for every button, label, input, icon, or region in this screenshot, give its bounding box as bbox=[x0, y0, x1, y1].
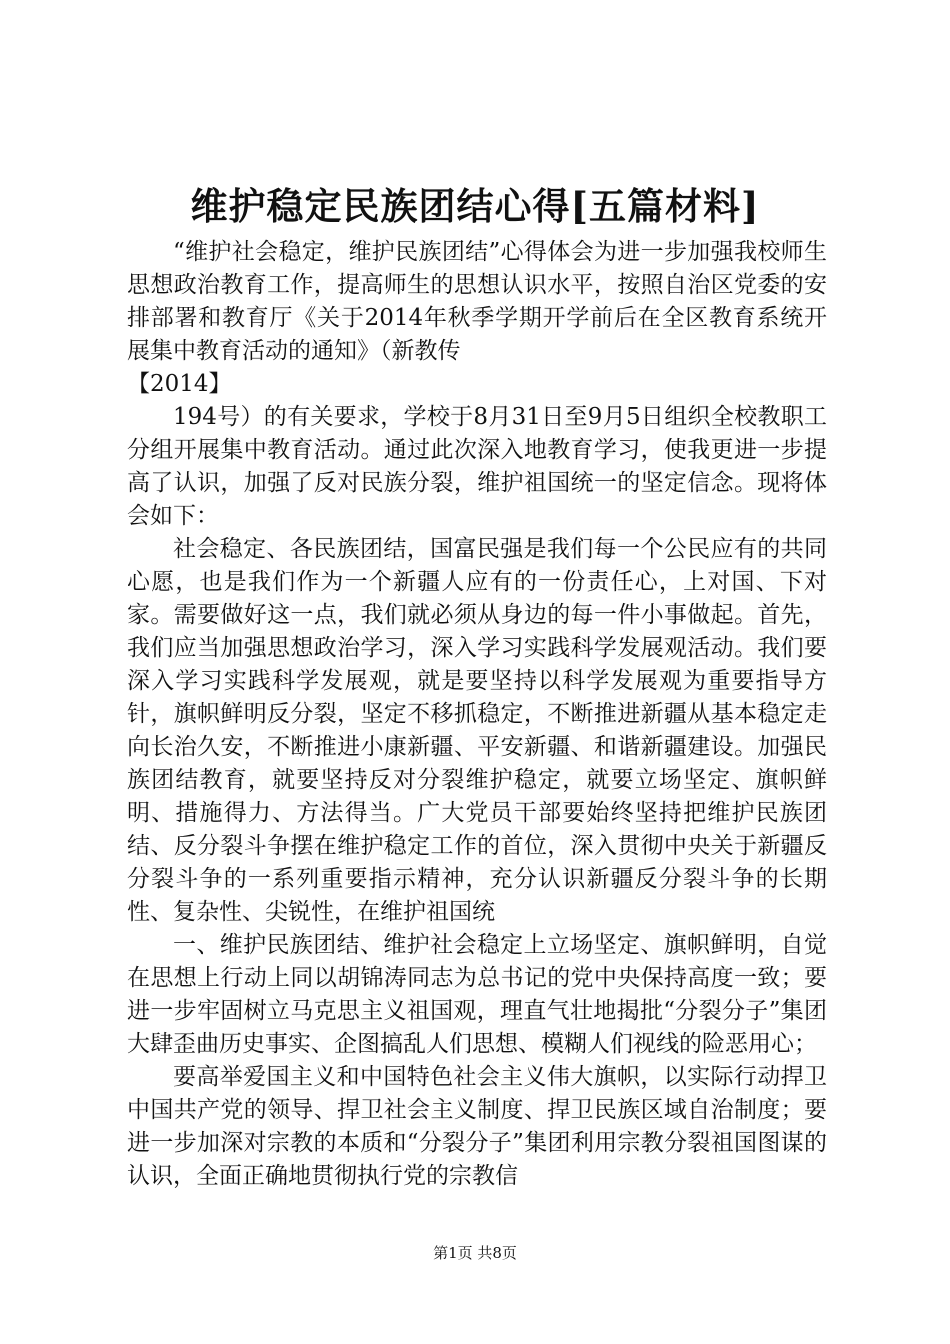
document-title: 维护稳定民族团结心得[五篇材料] bbox=[190, 184, 760, 228]
paragraph: 194号）的有关要求，学校于8月31日至9月5日组织全校教职工分组开展集中教育活动。通过此次深入地教育学习，使我更进一步提高了认识，加强了反对民族分裂，维护祖国统一的坚定信念。现将体会如下： bbox=[127, 404, 827, 529]
paragraph: 一、维护民族团结、维护社会稳定上立场坚定、旗帜鲜明，自觉在思想上行动上同以胡锦涛同志为总书记的党中央保持高度一致；要进一步牢固树立马克思主义祖国观，理直气壮地揭批“分裂分子”集团大肆歪曲历史事实、企图搞乱人们思想、模糊人们视线的险恶用心； bbox=[127, 932, 827, 1057]
paragraph: 【2014】 bbox=[127, 371, 232, 397]
paragraph: 社会稳定、各民族团结，国富民强是我们每一个公民应有的共同心愿，也是我们作为一个新疆人应有的一份责任心，上对国、下对家。需要做好这一点，我们就必须从身边的每一件小事做起。首先，我们应当加强思想政治学习，深入学习实践科学发展观活动。我们要深入学习实践科学发展观，就是要坚持以科学发展观为重要指导方针，旗帜鲜明反分裂，坚定不移抓稳定，不断推进新疆从基本稳定走向长治久安，不断推进小康新疆、平安新疆、和谐新疆建设。加强民族团结教育，就要坚持反对分裂维护稳定，就要立场坚定、旗帜鲜明、措施得力、方法得当。广大党员干部要始终坚持把维护民族团结、反分裂斗争摆在维护稳定工作的首位，深入贯彻中央关于新疆反分裂斗争的一系列重要指示精神，充分认识新疆反分裂斗争的长期性、复杂性、尖锐性，在维护祖国统 bbox=[127, 536, 827, 925]
document-body bbox=[127, 236, 827, 1193]
paragraph: 要高举爱国主义和中国特色社会主义伟大旗帜，以实际行动捍卫中国共产党的领导、捍卫社会主义制度、捍卫民族区域自治制度；要进一步加深对宗教的本质和“分裂分子”集团利用宗教分裂祖国图谋的认识，全面正确地贯彻执行党的宗教信 bbox=[127, 1064, 827, 1189]
page-footer: 第1页 共8页 bbox=[433, 1244, 517, 1262]
paragraph: “维护社会稳定，维护民族团结”心得体会为进一步加强我校师生思想政治教育工作，提高师生的思想认识水平，按照自治区党委的安排部署和教育厅《关于2014年秋季学期开学前后在全区教育系统开展集中教育活动的通知》（新教传 bbox=[127, 239, 827, 364]
